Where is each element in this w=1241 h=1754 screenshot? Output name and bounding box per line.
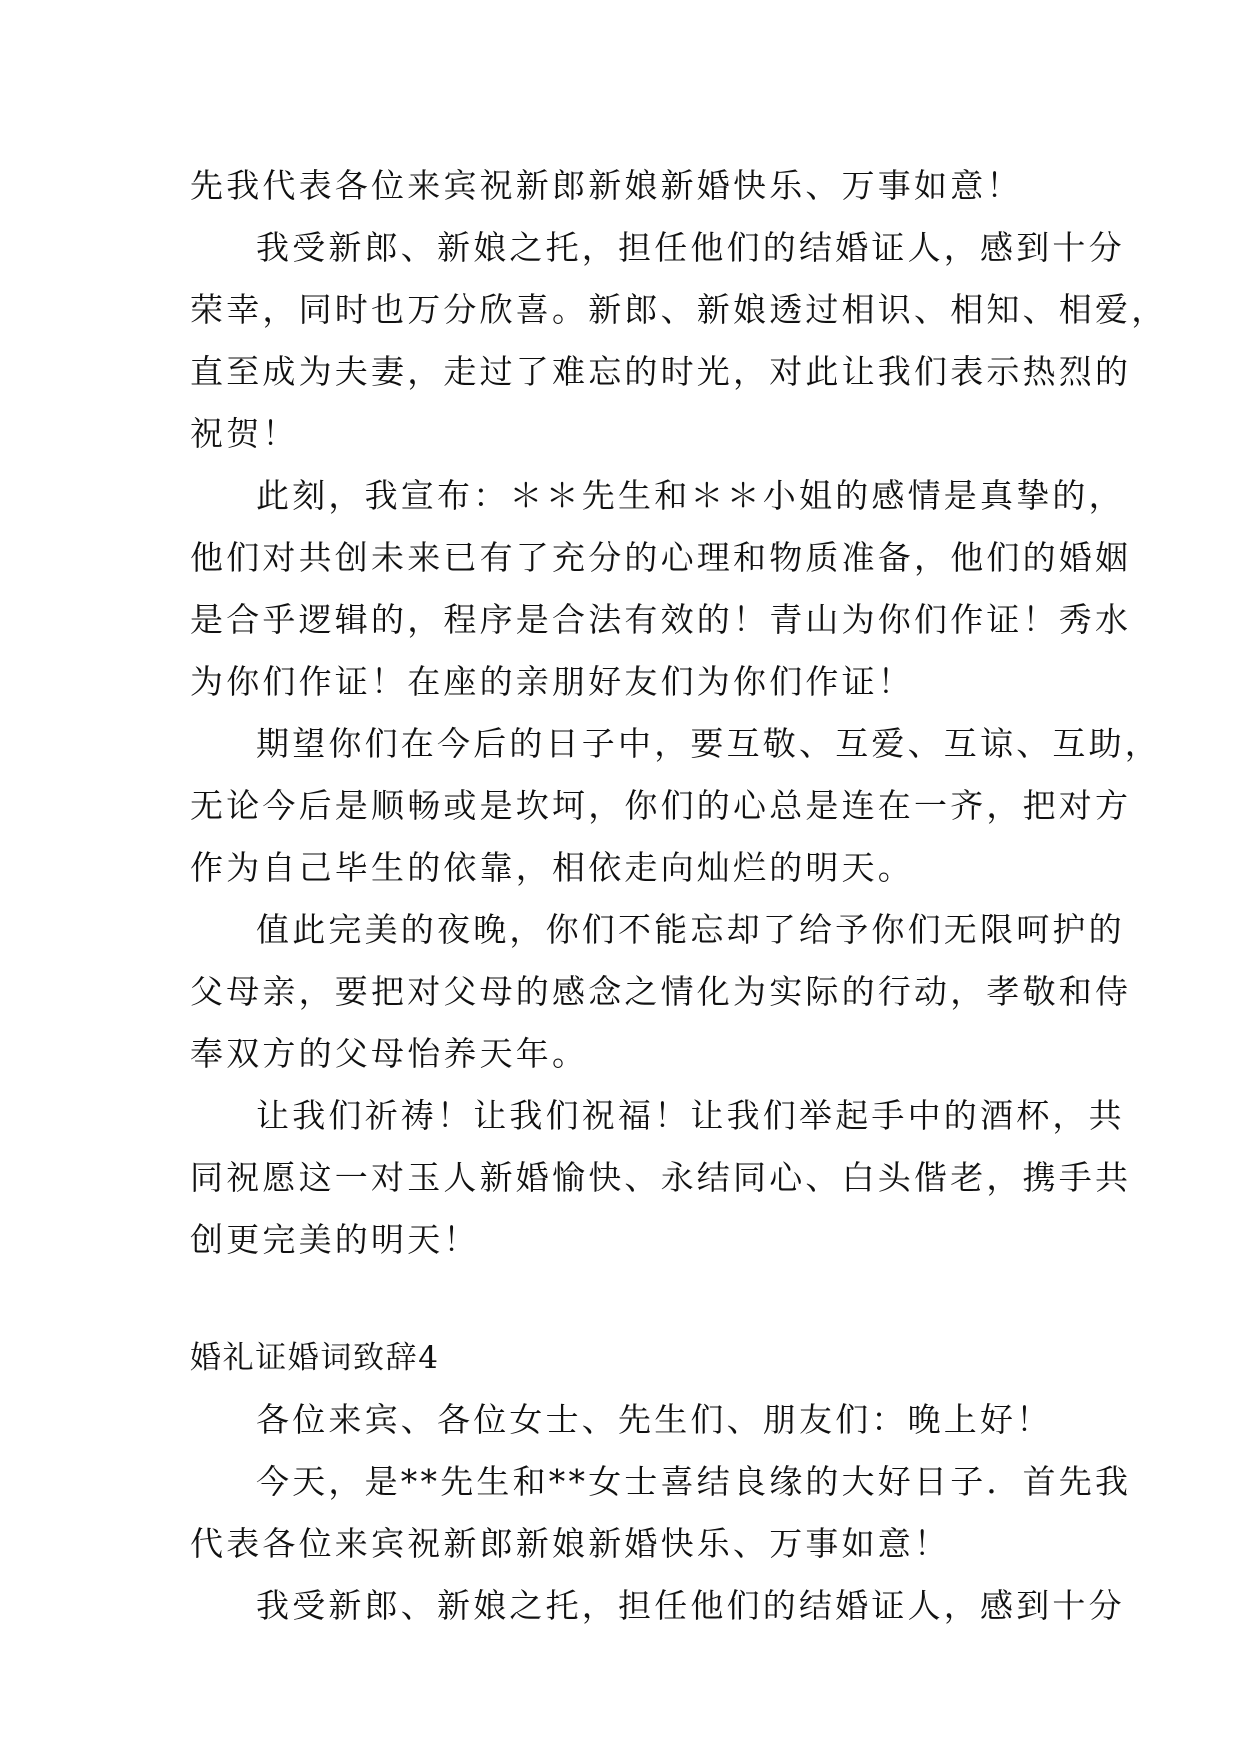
- text-line: 作为自己毕生的依靠，相依走向灿烂的明天。: [190, 848, 914, 887]
- text-line: 祝贺！: [190, 414, 299, 453]
- section-spacer: [190, 1271, 1060, 1327]
- text-line: 同祝愿这一对玉人新婚愉快、永结同心、白头偕老，携手共: [190, 1158, 1132, 1197]
- text-line: 是合乎逻辑的，程序是合法有效的！青山为你们作证！秀水: [190, 600, 1132, 639]
- paragraph-start: 各位来宾、各位女士、先生们、朋友们：晚上好！: [256, 1400, 1053, 1439]
- paragraph-start: 期望你们在今后的日子中，要互敬、互爱、互谅、互助，: [256, 724, 1161, 763]
- text-line: 创更完美的明天！: [190, 1220, 480, 1259]
- document-body: [190, 155, 1168, 1637]
- text-line: 无论今后是顺畅或是坎坷，你们的心总是连在一齐，把对方: [190, 786, 1132, 825]
- text-line: 荣幸，同时也万分欣喜。新郎、新娘透过相识、相知、相爱，: [190, 290, 1168, 329]
- paragraph-start: 值此完美的夜晚，你们不能忘却了给予你们无限呵护的: [256, 910, 1125, 949]
- text-line: 他们对共创未来已有了充分的心理和物质准备，他们的婚姻: [190, 538, 1132, 577]
- section-title: 婚礼证婚词致辞4: [190, 1340, 440, 1376]
- text-line: 父母亲，要把对父母的感念之情化为实际的行动，孝敬和侍: [190, 972, 1132, 1011]
- paragraph-start: 我受新郎、新娘之托，担任他们的结婚证人，感到十分: [256, 228, 1125, 267]
- paragraph-start: 我受新郎、新娘之托，担任他们的结婚证人，感到十分: [256, 1586, 1125, 1625]
- text-line: 为你们作证！在座的亲朋好友们为你们作证！: [190, 662, 914, 701]
- text-line: 直至成为夫妻，走过了难忘的时光，对此让我们表示热烈的: [190, 352, 1132, 391]
- text-line: 代表各位来宾祝新郎新娘新婚快乐、万事如意！: [190, 1524, 951, 1563]
- text-line: 奉双方的父母怡养天年。: [190, 1034, 589, 1073]
- paragraph-start: 今天，是**先生和**女士喜结良缘的大好日子．首先我: [256, 1462, 1132, 1501]
- paragraph-start: 让我们祈祷！让我们祝福！让我们举起手中的酒杯，共: [256, 1096, 1125, 1135]
- paragraph-start: 此刻，我宣布：＊＊先生和＊＊小姐的感情是真挚的，: [256, 476, 1125, 515]
- text-line: 先我代表各位来宾祝新郎新娘新婚快乐、万事如意！: [190, 166, 1023, 205]
